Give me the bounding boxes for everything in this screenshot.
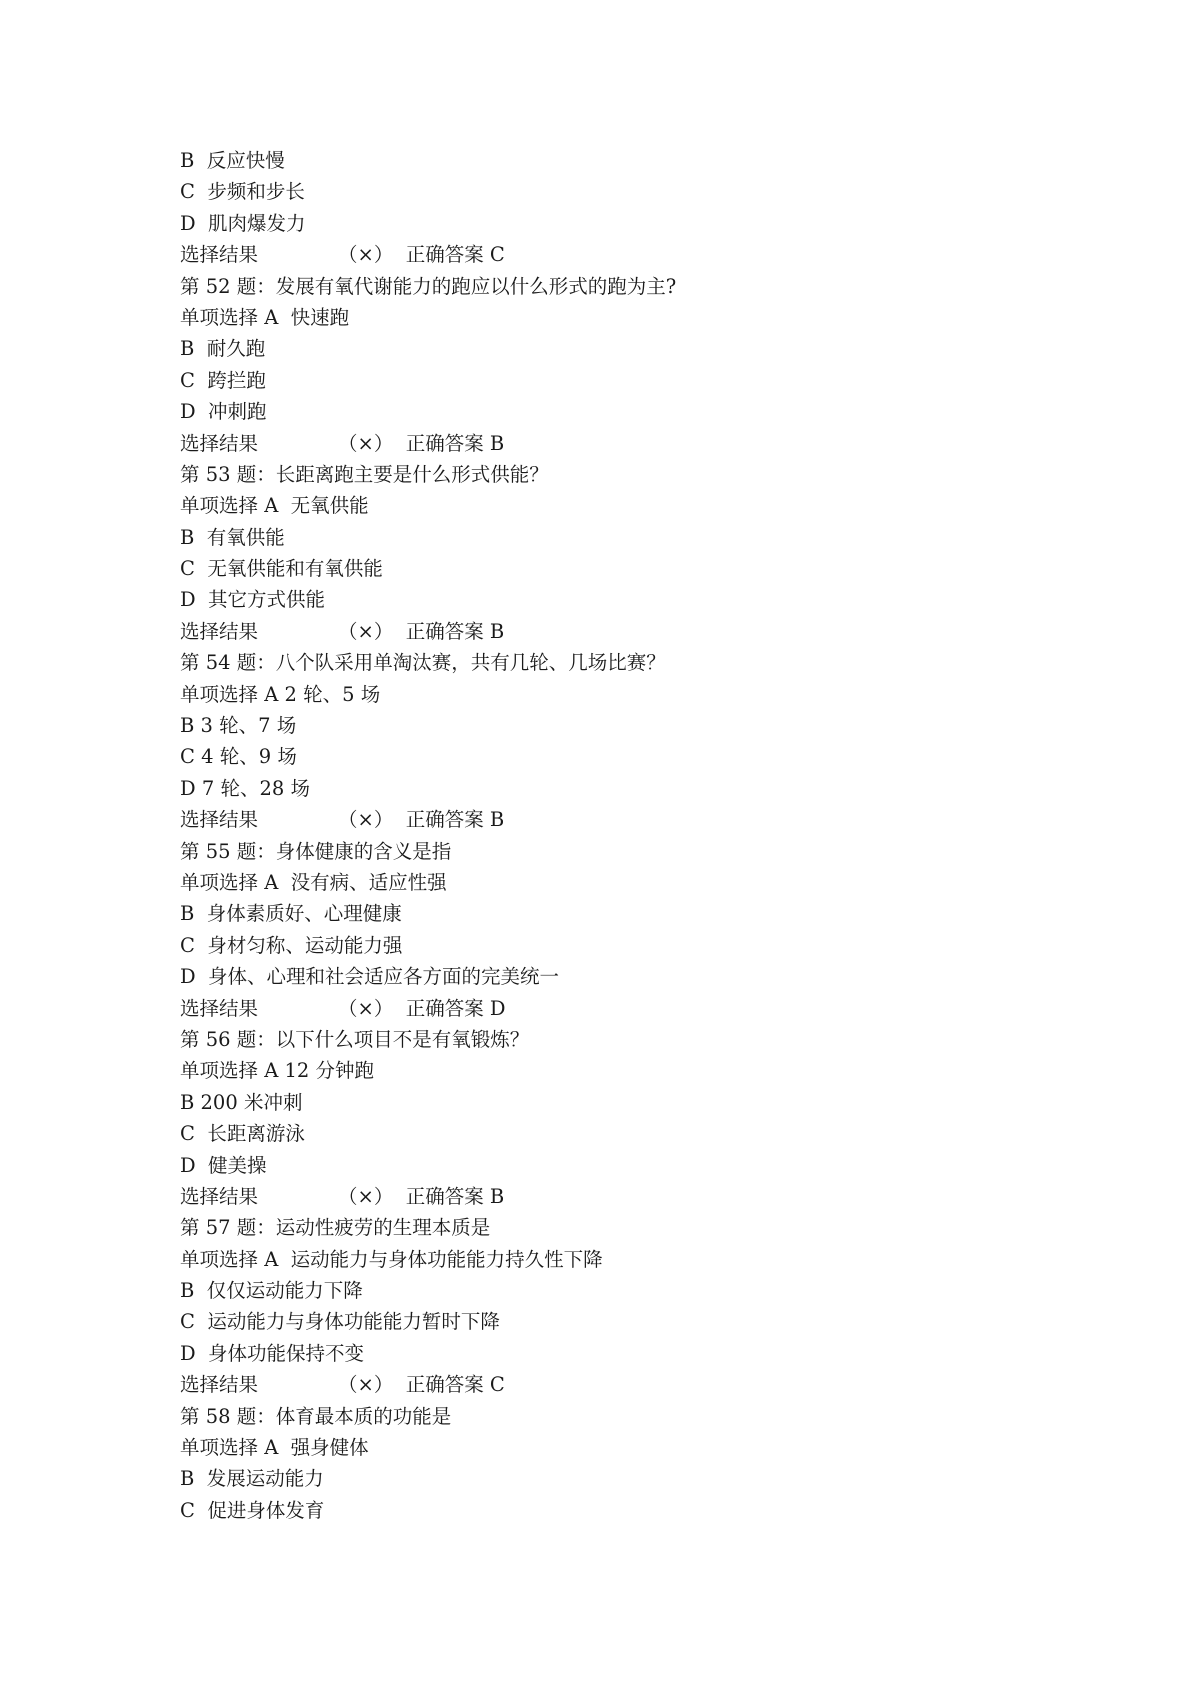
- answer-option: B 仅仅运动能力下降: [180, 1279, 363, 1303]
- question-heading: 第 55 题：身体健康的含义是指: [180, 839, 452, 863]
- answer-result-line: [180, 804, 1080, 835]
- answer-option: 单项选择 A 12 分钟跑: [180, 1059, 374, 1083]
- correct-answer-text: （×） 正确答案 D: [338, 996, 506, 1020]
- result-label: 选择结果: [180, 619, 259, 643]
- answer-option: B 200 米冲刺: [180, 1090, 303, 1114]
- correct-answer-text: （×） 正确答案 B: [338, 1184, 505, 1208]
- answer-result-line: [180, 1181, 1080, 1212]
- answer-option: D 肌肉爆发力: [180, 211, 306, 235]
- answer-option: D 身体、心理和社会适应各方面的完美统一: [180, 965, 560, 989]
- question-heading: 第 56 题：以下什么项目不是有氧锻炼？: [180, 1027, 530, 1051]
- answer-option: D 身体功能保持不变: [180, 1341, 365, 1365]
- answer-option: B 耐久跑: [180, 337, 266, 361]
- answer-option: 单项选择 A 快速跑: [180, 305, 350, 329]
- answer-option: D 健美操: [180, 1153, 267, 1177]
- answer-option: C 无氧供能和有氧供能: [180, 557, 383, 581]
- result-label: 选择结果: [180, 808, 259, 832]
- answer-option: C 身材匀称、运动能力强: [180, 933, 403, 957]
- question-heading: 第 52 题：发展有氧代谢能力的跑应以什么形式的跑为主?: [180, 274, 677, 298]
- answer-option: D 冲刺跑: [180, 400, 267, 424]
- answer-option: 单项选择 A 无氧供能: [180, 494, 369, 518]
- answer-result-line: [180, 1369, 1080, 1400]
- result-label: 选择结果: [180, 431, 259, 455]
- answer-result-line: [180, 428, 1080, 459]
- question-heading: 第 58 题：体育最本质的功能是: [180, 1404, 452, 1428]
- document-page: [180, 145, 1080, 1526]
- answer-result-line: [180, 993, 1080, 1024]
- answer-option: C 步频和步长: [180, 180, 305, 204]
- correct-answer-text: （×） 正确答案 B: [338, 619, 505, 643]
- question-heading: 第 54 题：八个队采用单淘汰赛，共有几轮、几场比赛？: [180, 651, 666, 675]
- correct-answer-text: （×） 正确答案 C: [338, 1373, 505, 1397]
- answer-result-line: [180, 239, 1080, 270]
- result-label: 选择结果: [180, 1184, 259, 1208]
- answer-option: B 3 轮、7 场: [180, 714, 297, 738]
- answer-option: 单项选择 A 运动能力与身体功能能力持久性下降: [180, 1247, 603, 1271]
- answer-option: C 促进身体发育: [180, 1498, 325, 1522]
- answer-option: B 身体素质好、心理健康: [180, 902, 402, 926]
- answer-option: B 有氧供能: [180, 525, 285, 549]
- answer-option: 单项选择 A 没有病、适应性强: [180, 870, 447, 894]
- answer-option: D 7 轮、28 场: [180, 776, 310, 800]
- correct-answer-text: （×） 正确答案 B: [338, 808, 505, 832]
- correct-answer-text: （×） 正确答案 C: [338, 243, 505, 267]
- question-heading: 第 57 题：运动性疲劳的生理本质是: [180, 1216, 491, 1240]
- result-label: 选择结果: [180, 1373, 259, 1397]
- answer-option: C 长距离游泳: [180, 1122, 305, 1146]
- question-heading: 第 53 题：长距离跑主要是什么形式供能？: [180, 462, 549, 486]
- answer-option: 单项选择 A 强身健体: [180, 1436, 369, 1460]
- answer-option: B 反应快慢: [180, 149, 285, 172]
- result-label: 选择结果: [180, 243, 259, 267]
- answer-option: B 发展运动能力: [180, 1467, 324, 1491]
- answer-result-line: [180, 616, 1080, 647]
- answer-option: C 运动能力与身体功能能力暂时下降: [180, 1310, 500, 1334]
- correct-answer-text: （×） 正确答案 B: [338, 431, 505, 455]
- answer-option: C 4 轮、9 场: [180, 745, 297, 769]
- answer-option: D 其它方式供能: [180, 588, 326, 612]
- result-label: 选择结果: [180, 996, 259, 1020]
- answer-option: 单项选择 A 2 轮、5 场: [180, 682, 381, 706]
- question-list: [180, 145, 1080, 1526]
- answer-option: C 跨拦跑: [180, 368, 266, 392]
